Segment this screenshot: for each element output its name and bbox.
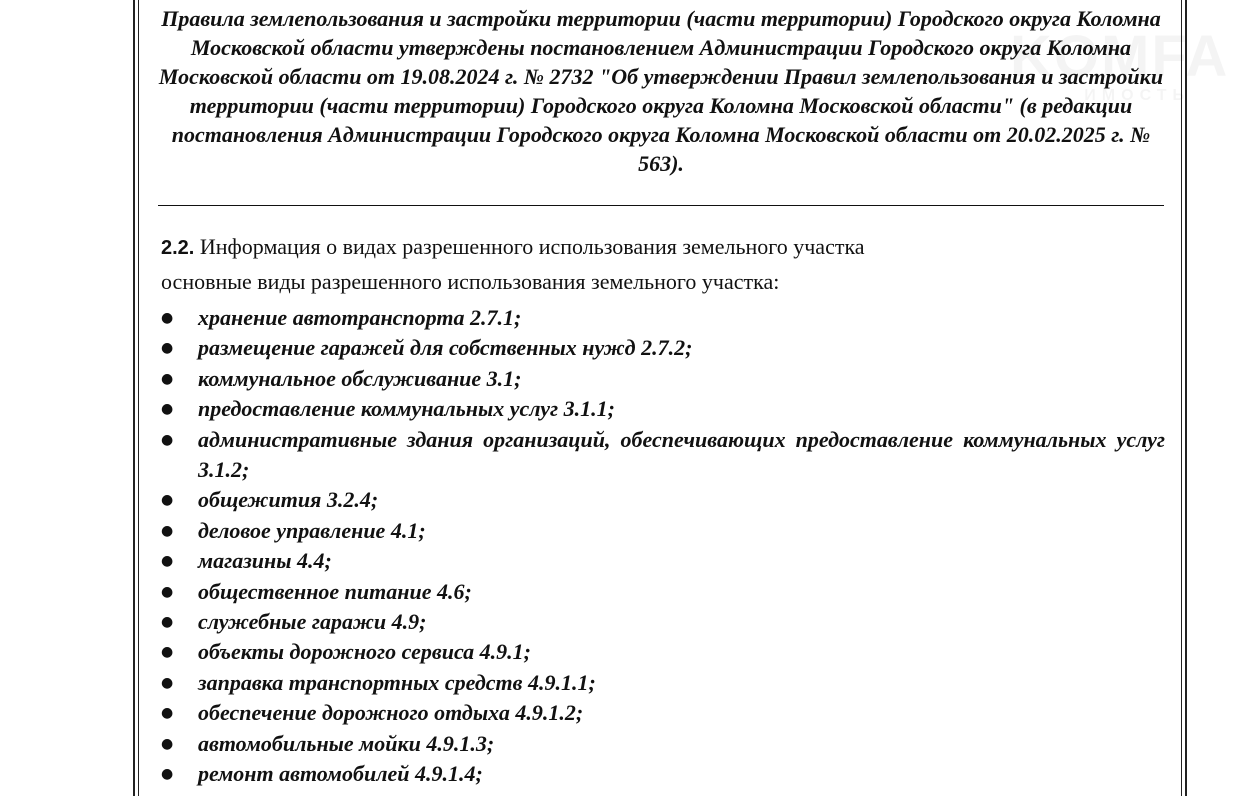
bullet-icon: ● xyxy=(161,340,174,357)
bullet-icon: ● xyxy=(161,492,174,509)
list-item-text: обеспечение дорожного отдыха 4.9.1.2; xyxy=(198,700,584,726)
bullet-icon: ● xyxy=(161,431,174,448)
list-item-text: коммунальное обслуживание 3.1; xyxy=(198,365,522,391)
bullet-icon: ● xyxy=(161,522,174,539)
bullet-icon: ● xyxy=(161,705,174,722)
page-border-left xyxy=(133,0,135,796)
page-border-right-inner xyxy=(1181,0,1182,796)
list-item xyxy=(161,577,1165,607)
list-item xyxy=(161,668,1165,698)
list-item xyxy=(161,303,1165,333)
section-heading xyxy=(161,232,865,263)
list-item-text: общежития 3.2.4; xyxy=(198,487,379,513)
header-divider xyxy=(158,205,1164,206)
list-item xyxy=(161,637,1165,667)
bullet-icon: ● xyxy=(161,310,174,326)
list-item-text: служебные гаражи 4.9; xyxy=(198,609,427,635)
list-item xyxy=(161,607,1165,637)
list-item xyxy=(161,485,1165,515)
bullet-icon: ● xyxy=(161,735,174,752)
bullet-icon: ● xyxy=(161,370,174,387)
section-subtitle: основные виды разрешенного использования земельного участка: xyxy=(161,269,780,294)
list-item xyxy=(161,394,1165,424)
list-item-text: объекты дорожного сервиса 4.9.1; xyxy=(198,639,531,665)
bullet-icon: ● xyxy=(161,674,174,691)
section-number: 2.2. xyxy=(161,237,195,259)
list-item-text: магазины 4.4; xyxy=(198,548,332,574)
bullet-icon: ● xyxy=(161,583,174,600)
section-title: Информация о видах разрешенного использования земельного участка xyxy=(199,234,865,259)
list-item-text: административные здания организаций, обеспечивающих предоставление коммунальных услуг 3.1.2; xyxy=(198,426,1165,483)
list-item xyxy=(161,516,1165,546)
list-item-text: общественное питание 4.6; xyxy=(198,578,472,604)
list-item-text: автомобильные мойки 4.9.1.3; xyxy=(198,730,495,756)
list-item-text: размещение гаражей для собственных нужд 2.7.2; xyxy=(198,335,693,361)
list-item xyxy=(161,364,1165,394)
bullet-icon: ● xyxy=(161,401,174,418)
page-border-left-inner xyxy=(138,0,139,796)
list-item xyxy=(161,546,1165,576)
list-item-text: заправка транспортных средств 4.9.1.1; xyxy=(198,669,596,695)
permitted-uses-list xyxy=(161,303,1165,790)
list-item-text: деловое управление 4.1; xyxy=(198,517,426,543)
list-item xyxy=(161,759,1165,789)
page-border-right xyxy=(1185,0,1187,796)
document-header: Правила землепользования и застройки территории (части территории) Городского округа Коломна Московской области утверждены постановлением Администрации Городского округа Коломна Московской области от 19.08.2024 г. № 2732 "Об утверждении Правил землепользования и застройки территории (части территории) Городского округа Коломна Московской области" (в редакции постановления Администрации Городского округа Коломна Московской области от 20.02.2025 г. № 563). xyxy=(158,6,1164,176)
list-item xyxy=(161,425,1165,486)
list-item-text: ремонт автомобилей 4.9.1.4; xyxy=(198,761,483,787)
bullet-icon: ● xyxy=(161,614,174,631)
bullet-icon: ● xyxy=(161,644,174,661)
bullet-icon: ● xyxy=(161,766,174,783)
list-item-text: хранение автотранспорта 2.7.1; xyxy=(198,305,522,330)
list-item xyxy=(161,698,1165,728)
list-item xyxy=(161,729,1165,759)
bullet-icon: ● xyxy=(161,553,174,570)
list-item-text: предоставление коммунальных услуг 3.1.1; xyxy=(198,396,616,422)
list-item xyxy=(161,333,1165,363)
